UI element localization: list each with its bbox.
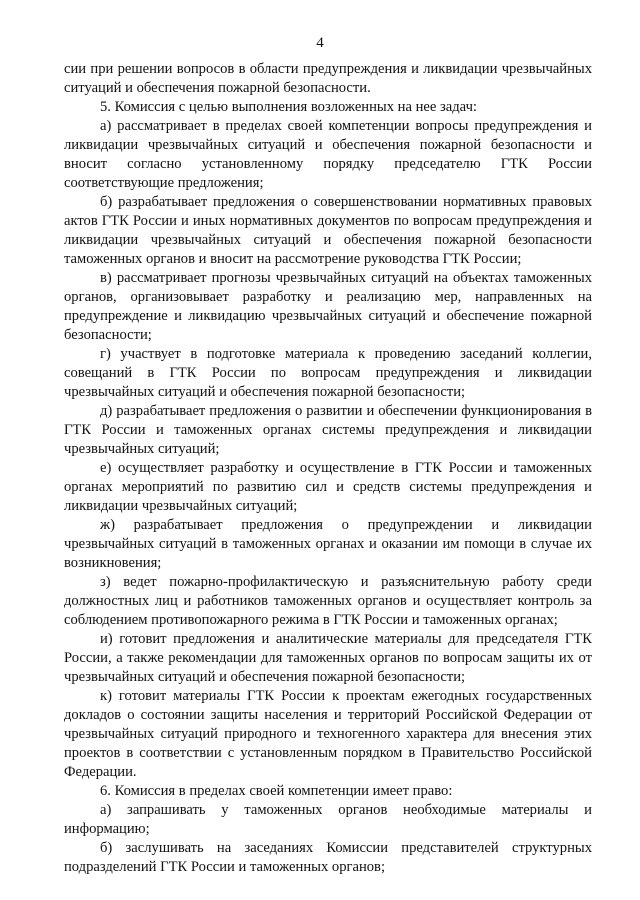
paragraph-item-5d: д) разрабатывает предложения о развитии и обеспечении функционирования в ГТК России и таможенных органах системы предупреждения и ликвидации чрезвычайных ситуаций; — [64, 403, 592, 457]
paragraph-item-5e: е) осуществляет разработку и осуществление в ГТК России и таможенных органах мероприятий по развитию сил и средств системы предупреждения и ликвидации чрезвычайных ситуаций; — [64, 460, 592, 514]
paragraph-item-5z: з) ведет пожарно-профилактическую и разъяснительную работу среди должностных лиц и работников таможенных органов и осуществляет контроль за соблюдением противопожарного режима в ГТК России и таможенных органах; — [64, 574, 592, 628]
paragraph-item-5v: в) рассматривает прогнозы чрезвычайных ситуаций на объектах таможенных органов, организовывает разработку и реализацию мер, направленных на предупреждение и ликвидацию чрезвычайных ситуаций и обеспечение пожарной безопасности; — [64, 270, 592, 343]
paragraph-item-5k: к) готовит материалы ГТК России к проектам ежегодных государственных докладов о состоянии защиты населения и территорий Российской Федерации от чрезвычайных ситуаций природного и техногенного характера для внесения этих проектов в соответствии с установленным порядком в Правительство Российской Федерации. — [64, 688, 592, 780]
paragraph-continuation: сии при решении вопросов в области предупреждения и ликвидации чрезвычайных ситуаций и обеспечения пожарной безопасности. — [64, 61, 592, 96]
paragraph-item-5: 5. Комиссия с целью выполнения возложенных на нее задач: — [100, 99, 477, 115]
paragraph-item-5g: г) участвует в подготовке материала к проведению заседаний коллегии, совещаний в ГТК России по вопросам предупреждения и ликвидации чрезвычайных ситуаций и обеспечения пожарной безопасности; — [64, 346, 592, 400]
paragraph-item-5a: а) рассматривает в пределах своей компетенции вопросы предупреждения и ликвидации чрезвычайных ситуаций и обеспечения пожарной безопасности и вносит согласно установленному порядку председателю ГТК России соответствующие предложения; — [64, 118, 592, 191]
paragraph-item-6a: а) запрашивать у таможенных органов необходимые материалы и информацию; — [64, 802, 592, 837]
paragraph-item-6: 6. Комиссия в пределах своей компетенции имеет право: — [100, 783, 453, 799]
paragraph-item-5zh: ж) разрабатывает предложения о предупреждении и ликвидации чрезвычайных ситуаций в таможенных органах и оказании им помощи в случае их возникновения; — [64, 517, 592, 571]
paragraph-item-5b: б) разрабатывает предложения о совершенствовании нормативных правовых актов ГТК России и иных нормативных документов по вопросам предупреждения и ликвидации чрезвычайных ситуаций и обеспечения пожарной безопасности таможенных органов и вносит на рассмотрение руководства ГТК России; — [64, 194, 592, 267]
paragraph-item-5i: и) готовит предложения и аналитические материалы для председателя ГТК России, а также рекомендации для таможенных органов по вопросам защиты их от чрезвычайных ситуаций и обеспечения пожарной безопасности; — [64, 631, 592, 685]
page-number: 4 — [316, 35, 324, 51]
document-body — [64, 60, 592, 877]
paragraph-item-6b: б) заслушивать на заседаниях Комиссии представителей структурных подразделений ГТК России и таможенных органов; — [64, 840, 592, 875]
